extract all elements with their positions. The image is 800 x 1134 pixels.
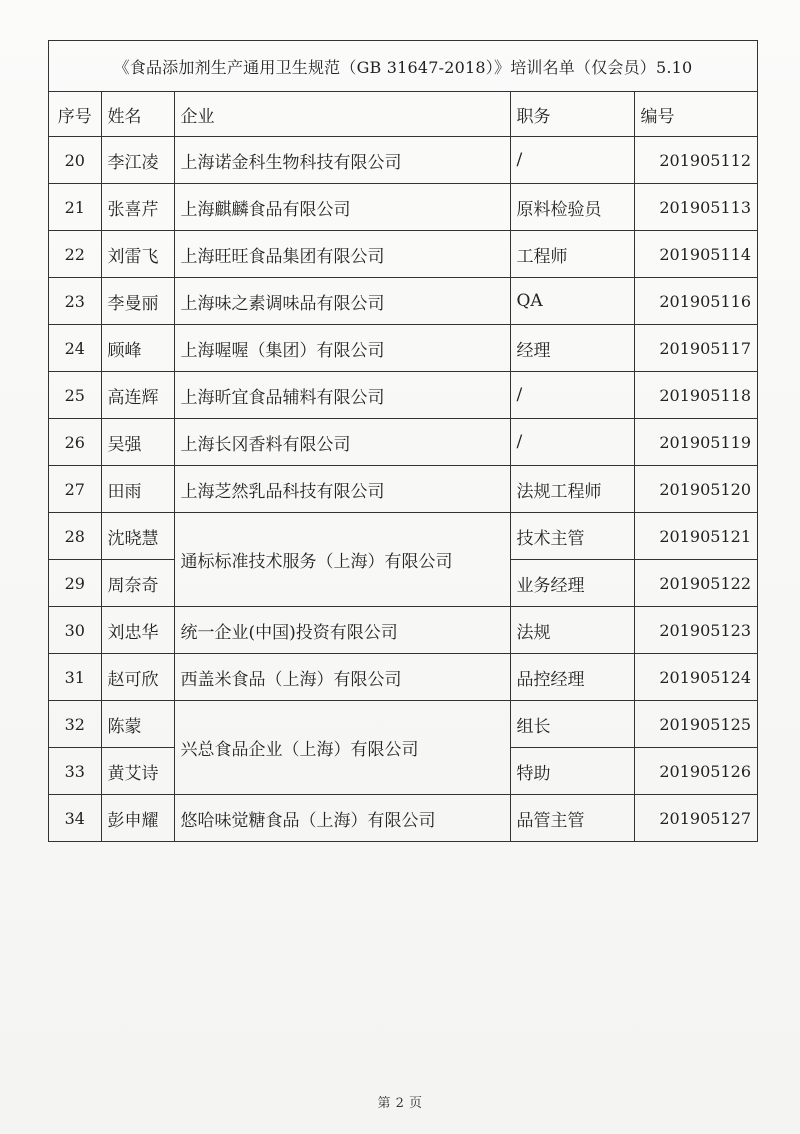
name-cell: 吴强 (101, 419, 174, 466)
table-row (49, 795, 757, 842)
seq-cell: 27 (49, 466, 101, 513)
seq-cell: 31 (49, 654, 101, 701)
code-cell: 201905127 (634, 795, 757, 842)
table-row (49, 184, 757, 231)
company-cell-merged: 通标标准技术服务（上海）有限公司 (174, 513, 510, 607)
code-cell: 201905123 (634, 607, 757, 654)
role-cell: 组长 (510, 701, 634, 748)
name-cell: 李江凌 (101, 137, 174, 184)
name-cell: 黄艾诗 (101, 748, 174, 795)
header-code: 编号 (634, 92, 757, 137)
company-cell: 统一企业(中国)投资有限公司 (174, 607, 510, 654)
table-row (49, 654, 757, 701)
name-cell: 张喜芹 (101, 184, 174, 231)
role-cell: 品管主管 (510, 795, 634, 842)
table-row (49, 466, 757, 513)
role-cell: 原料检验员 (510, 184, 634, 231)
name-cell: 顾峰 (101, 325, 174, 372)
role-cell: 特助 (510, 748, 634, 795)
company-cell: 上海麒麟食品有限公司 (174, 184, 510, 231)
company-cell: 悠哈味觉糖食品（上海）有限公司 (174, 795, 510, 842)
role-cell: / (510, 372, 634, 419)
code-cell: 201905118 (634, 372, 757, 419)
name-cell: 刘忠华 (101, 607, 174, 654)
role-cell: 品控经理 (510, 654, 634, 701)
header-name: 姓名 (101, 92, 174, 137)
role-cell: 经理 (510, 325, 634, 372)
name-cell: 沈晓慧 (101, 513, 174, 560)
seq-cell: 22 (49, 231, 101, 278)
table-row (49, 278, 757, 325)
company-cell: 上海味之素调味品有限公司 (174, 278, 510, 325)
document-title: 《食品添加剂生产通用卫生规范（GB 31647-2018）》培训名单（仅会员）5.10 (49, 41, 757, 92)
name-cell: 赵可欣 (101, 654, 174, 701)
company-cell: 西盖米食品（上海）有限公司 (174, 654, 510, 701)
seq-cell: 29 (49, 560, 101, 607)
role-cell: QA (510, 278, 634, 325)
company-cell: 上海喔喔（集团）有限公司 (174, 325, 510, 372)
company-cell: 上海诺金科生物科技有限公司 (174, 137, 510, 184)
code-cell: 201905126 (634, 748, 757, 795)
table-row (49, 607, 757, 654)
code-cell: 201905120 (634, 466, 757, 513)
seq-cell: 34 (49, 795, 101, 842)
code-cell: 201905125 (634, 701, 757, 748)
roster-table (49, 92, 757, 841)
seq-cell: 20 (49, 137, 101, 184)
table-row (49, 513, 757, 560)
code-cell: 201905124 (634, 654, 757, 701)
code-cell: 201905112 (634, 137, 757, 184)
table-row (49, 701, 757, 748)
table-row (49, 325, 757, 372)
company-cell-merged: 兴总食品企业（上海）有限公司 (174, 701, 510, 795)
company-cell: 上海旺旺食品集团有限公司 (174, 231, 510, 278)
code-cell: 201905121 (634, 513, 757, 560)
name-cell: 田雨 (101, 466, 174, 513)
seq-cell: 21 (49, 184, 101, 231)
company-cell: 上海芝然乳品科技有限公司 (174, 466, 510, 513)
role-cell: 法规 (510, 607, 634, 654)
code-cell: 201905116 (634, 278, 757, 325)
seq-cell: 33 (49, 748, 101, 795)
role-cell: 业务经理 (510, 560, 634, 607)
name-cell: 陈蒙 (101, 701, 174, 748)
header-role: 职务 (510, 92, 634, 137)
header-row (49, 92, 757, 137)
company-cell: 上海长冈香料有限公司 (174, 419, 510, 466)
role-cell: / (510, 419, 634, 466)
table-row (49, 137, 757, 184)
roster-sheet (48, 40, 758, 842)
code-cell: 201905114 (634, 231, 757, 278)
role-cell: 技术主管 (510, 513, 634, 560)
name-cell: 彭申耀 (101, 795, 174, 842)
table-row (49, 231, 757, 278)
name-cell: 刘雷飞 (101, 231, 174, 278)
header-seq: 序号 (49, 92, 101, 137)
company-cell: 上海昕宜食品辅料有限公司 (174, 372, 510, 419)
seq-cell: 26 (49, 419, 101, 466)
seq-cell: 23 (49, 278, 101, 325)
name-cell: 周奈奇 (101, 560, 174, 607)
code-cell: 201905119 (634, 419, 757, 466)
code-cell: 201905122 (634, 560, 757, 607)
seq-cell: 28 (49, 513, 101, 560)
page-number: 第 2 页 (377, 1096, 423, 1111)
role-cell: 法规工程师 (510, 466, 634, 513)
seq-cell: 32 (49, 701, 101, 748)
role-cell: / (510, 137, 634, 184)
role-cell: 工程师 (510, 231, 634, 278)
name-cell: 高连辉 (101, 372, 174, 419)
table-row (49, 372, 757, 419)
seq-cell: 25 (49, 372, 101, 419)
code-cell: 201905117 (634, 325, 757, 372)
name-cell: 李曼丽 (101, 278, 174, 325)
table-row (49, 419, 757, 466)
seq-cell: 30 (49, 607, 101, 654)
header-company: 企业 (174, 92, 510, 137)
seq-cell: 24 (49, 325, 101, 372)
code-cell: 201905113 (634, 184, 757, 231)
